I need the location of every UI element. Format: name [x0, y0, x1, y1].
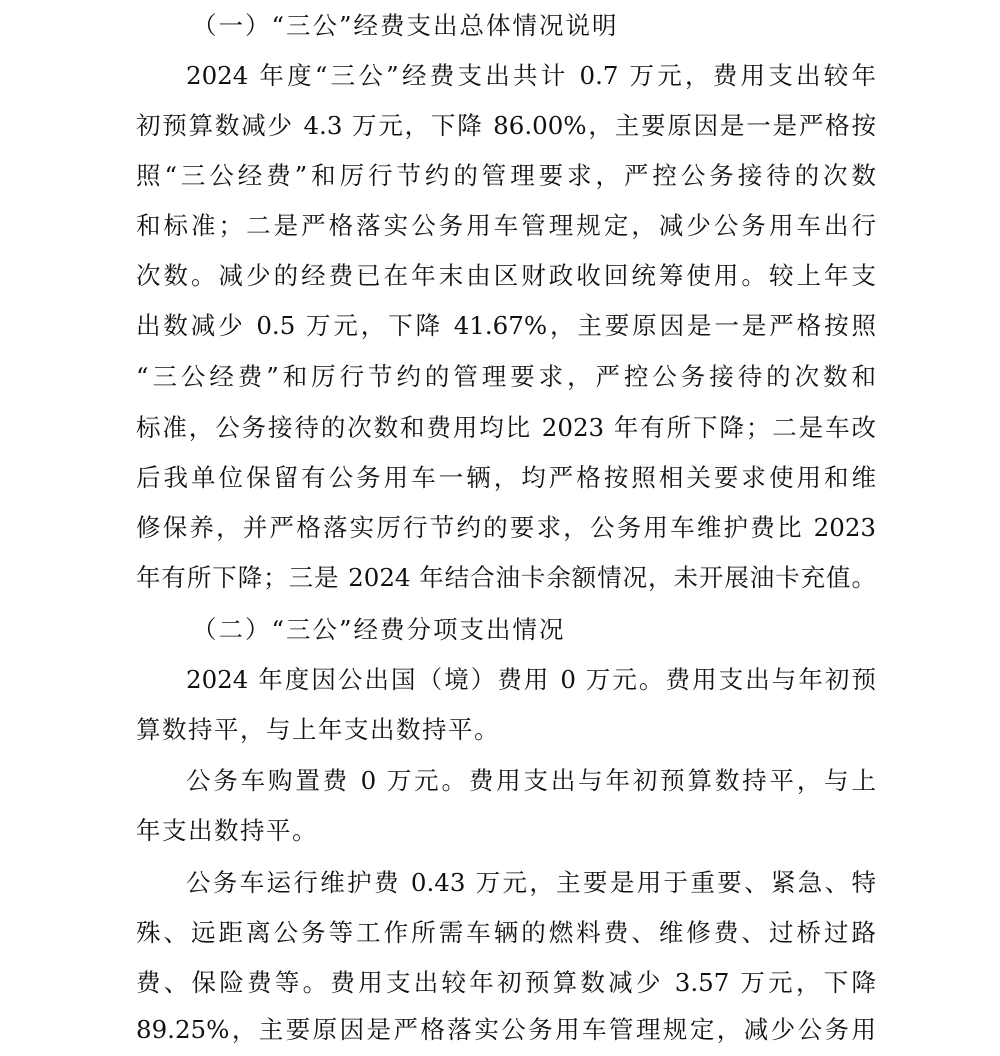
paragraph-line: 2024 年度“三公”经费支出共计 0.7 万元，费用支出较年: [186, 61, 876, 90]
paragraph-line: 后我单位保留有公务用车一辆，均严格按照相关要求使用和维: [136, 463, 876, 492]
section-heading-2: （二）“三公”经费分项支出情况: [192, 615, 566, 644]
paragraph-line: “三公经费”和厉行节约的管理要求，严控公务接待的次数和: [136, 362, 876, 391]
paragraph-line: 次数。减少的经费已在年末由区财政收回统筹使用。较上年支: [136, 261, 876, 290]
paragraph-line: 殊、远距离公务等工作所需车辆的燃料费、维修费、过桥过路: [136, 918, 876, 947]
paragraph-line: 公务车运行维护费 0.43 万元，主要是用于重要、紧急、特: [186, 868, 876, 897]
paragraph-line: 年有所下降；三是 2024 年结合油卡余额情况，未开展油卡充值。: [136, 563, 876, 592]
paragraph-line: 出数减少 0.5 万元，下降 41.67%，主要原因是一是严格按照: [136, 311, 876, 340]
section-heading-1: （一）“三公”经费支出总体情况说明: [192, 11, 619, 40]
paragraph-line: 初预算数减少 4.3 万元，下降 86.00%，主要原因是一是严格按: [136, 111, 876, 140]
paragraph-line: 标准，公务接待的次数和费用均比 2023 年有所下降；二是车改: [136, 413, 876, 442]
paragraph-line: 89.25%，主要原因是严格落实公务用车管理规定，减少公务用: [136, 1015, 876, 1044]
paragraph-line: 2024 年度因公出国（境）费用 0 万元。费用支出与年初预: [186, 665, 876, 694]
paragraph-line: 算数持平，与上年支出数持平。: [136, 715, 500, 744]
paragraph-line: 年支出数持平。: [136, 816, 318, 845]
paragraph-line: 公务车购置费 0 万元。费用支出与年初预算数持平，与上: [186, 766, 876, 795]
paragraph-line: 照“三公经费”和厉行节约的管理要求，严控公务接待的次数: [136, 161, 876, 190]
paragraph-line: 和标准；二是严格落实公务用车管理规定，减少公务用车出行: [136, 211, 876, 240]
paragraph-line: 费、保险费等。费用支出较年初预算数减少 3.57 万元，下降: [136, 968, 876, 997]
paragraph-line: 修保养，并严格落实厉行节约的要求，公务用车维护费比 2023: [136, 513, 876, 542]
